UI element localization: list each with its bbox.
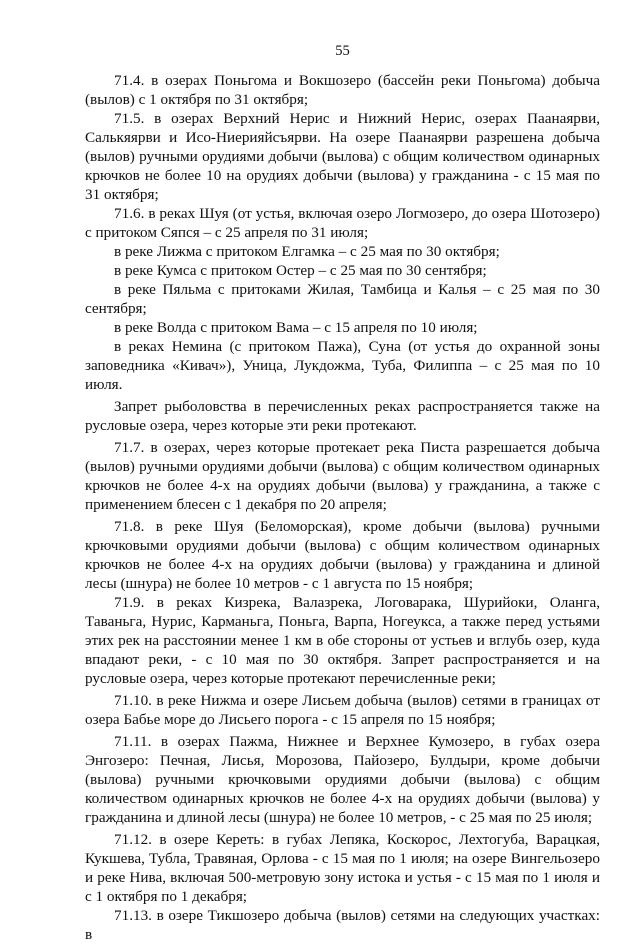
paragraph-71-6-nemina: в реках Немина (с притоком Пажа), Суна (от устья до охранной зоны заповедника «Кивач»), Уница, Лукдожма, Туба, Филиппа – с 25 мая по 10 июля. — [85, 338, 600, 393]
paragraph-71-4: 71.4. в озерах Поньгома и Вокшозеро (бассейн реки Поньгома) добыча (вылов) с 1 октября по 31 октября; — [85, 72, 600, 108]
paragraph-fishing-ban-note: Запрет рыболовства в перечисленных реках распространяется также на русловые озера, через которые эти реки протекают. — [85, 398, 600, 434]
paragraph-71-6-volda: в реке Волда с притоком Вама – с 15 апреля по 10 июля; — [114, 319, 478, 336]
paragraph-71-5: 71.5. в озерах Верхний Нерис и Нижний Нерис, озерах Паанаярви, Салькяярви и Исо-Ниерияйсъярви. На озере Паанаярви разрешена добыча (вылов) ручными орудиями добычи (вылова) с общим количеством одинарных крючков не более 10 на орудиях добычи (вылова) у гражданина - с 15 мая по 31 октября; — [85, 110, 600, 203]
paragraph-71-6: 71.6. в реках Шуя (от устья, включая озеро Логмозеро, до озера Шотозеро) с притоком Сяпся – с 25 апреля по 31 июля; — [85, 205, 600, 241]
paragraph-71-7: 71.7. в озерах, через которые протекает река Писта разрешается добыча (вылов) ручными орудиями добычи (вылова) с общим количеством одинарных крючков не более 4-х на орудиях добычи (вылова) у гражданина, а также с применением блесен с 1 декабря по 20 апреля; — [85, 439, 600, 513]
paragraph-71-11: 71.11. в озерах Пажма, Нижнее и Верхнее Кумозеро, в губах озера Энгозеро: Печная, Лисья, Морозова, Пайозеро, Булдыри, кроме добычи (вылова) ручными крючковыми орудиями добычи (вылова) с общим количеством одинарных крючков не более 4-х на орудиях добычи (вылова) у гражданина и длиной лесы (шнура) не более 10 метров, - с 25 мая по 25 июля; — [85, 733, 600, 826]
paragraph-71-6-lizhma: в реке Лижма с притоком Елгамка – с 25 мая по 30 октября; — [114, 243, 500, 260]
document-body — [85, 71, 600, 944]
paragraph-71-8: 71.8. в реке Шуя (Беломорская), кроме добычи (вылова) ручными крючковыми орудиями добычи (вылова) с общим количеством одинарных крючков не более 4-х на орудиях добычи (вылова) у гражданина и длиной лесы (шнура) не более 10 метров - с 1 августа по 15 ноября; — [85, 518, 600, 592]
paragraph-71-9: 71.9. в реках Кизрека, Валазрека, Логоварака, Шурийоки, Оланга, Таваньга, Нурис, Карманьга, Поньга, Варпа, Ногеукса, а также перед устьями этих рек на расстоянии менее 1 км в обе стороны от устьев и вглубь озер, куда впадают реки, - с 10 мая по 30 октября. Запрет распространяется и на русловые озера, через которые протекают перечисленные реки; — [85, 594, 600, 687]
paragraph-71-6-pyalma: в реке Пяльма с притоками Жилая, Тамбица и Калья – с 25 мая по 30 сентября; — [85, 281, 600, 317]
paragraph-71-6-kumsa: в реке Кумса с притоком Остер – с 25 мая по 30 сентября; — [114, 262, 487, 279]
paragraph-71-12: 71.12. в озере Кереть: в губах Лепяка, Коскорос, Лехтогуба, Варацкая, Кукшева, Тубла, Травяная, Орлова - с 15 мая по 1 июля; на озере Вингельозеро и реке Нива, включая 500-метровую зону истока и устья - с 15 мая по 1 июля и с 1 октября по 1 декабря; — [85, 831, 600, 905]
paragraph-71-10: 71.10. в реке Нижма и озере Лисьем добыча (вылов) сетями в границах от озера Бабье море до Лисьего порога - с 15 апреля по 15 ноября; — [85, 692, 600, 728]
page-number: 55 — [335, 43, 350, 59]
paragraph-71-13: 71.13. в озере Тикшозеро добыча (вылов) сетями на следующих участках: в — [85, 907, 600, 943]
